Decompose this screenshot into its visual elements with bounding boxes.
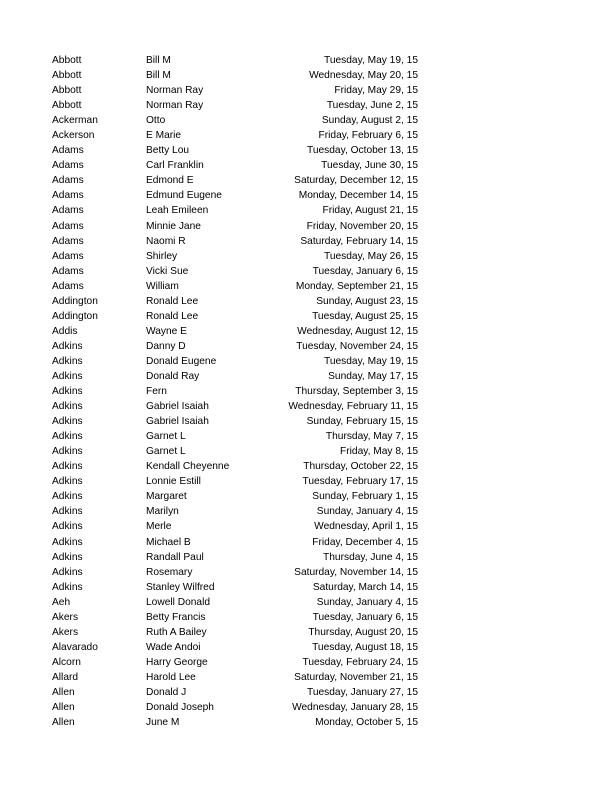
cell-first-name: Garnet L [146, 431, 186, 443]
cell-last-name: Adkins [52, 566, 83, 578]
table-row [52, 535, 418, 550]
cell-date: Friday, February 6, 15 [318, 130, 418, 142]
cell-first-name: Garnet L [146, 446, 186, 458]
cell-first-name: Bill M [146, 70, 171, 82]
cell-first-name: Norman Ray [146, 100, 204, 112]
cell-last-name: Ackerson [52, 130, 95, 142]
table-row [52, 279, 418, 294]
cell-date: Tuesday, May 19, 15 [324, 55, 418, 66]
cell-first-name: Carl Franklin [146, 160, 204, 172]
table-row [52, 324, 418, 339]
cell-date: Tuesday, January 6, 15 [312, 265, 418, 277]
cell-first-name: Marilyn [146, 506, 179, 518]
cell-last-name: Adkins [52, 370, 83, 382]
cell-first-name: Randall Paul [146, 551, 204, 563]
cell-date: Friday, May 8, 15 [340, 446, 418, 458]
table-row [52, 98, 418, 113]
table-row [52, 309, 418, 324]
table-row [52, 53, 418, 68]
cell-date: Wednesday, January 28, 15 [292, 702, 418, 714]
cell-first-name: Harry George [146, 656, 208, 668]
cell-date: Tuesday, August 18, 15 [312, 641, 418, 653]
cell-date: Wednesday, August 12, 15 [297, 325, 418, 337]
records-table [52, 53, 418, 730]
cell-date: Tuesday, May 19, 15 [324, 355, 418, 367]
cell-date: Thursday, May 7, 15 [325, 431, 418, 443]
cell-first-name: Fern [146, 386, 167, 398]
table-row [52, 68, 418, 83]
cell-first-name: Ronald Lee [146, 310, 199, 322]
cell-date: Sunday, February 15, 15 [306, 416, 418, 428]
cell-last-name: Alavarado [52, 641, 98, 653]
cell-last-name: Addington [52, 310, 98, 322]
cell-first-name: Otto [146, 115, 166, 127]
table-row [52, 474, 418, 489]
cell-date: Tuesday, February 17, 15 [302, 476, 418, 488]
cell-last-name: Adams [52, 250, 84, 262]
cell-first-name: Norman Ray [146, 85, 204, 97]
table-row [52, 113, 418, 128]
cell-date: Friday, May 29, 15 [334, 85, 418, 97]
cell-last-name: Adkins [52, 536, 83, 548]
cell-last-name: Aeh [52, 596, 71, 608]
table-row [52, 580, 418, 595]
table-row [52, 339, 418, 354]
table-row [52, 294, 418, 309]
cell-last-name: Adkins [52, 476, 83, 488]
cell-date: Monday, September 21, 15 [295, 280, 418, 292]
cell-date: Monday, October 5, 15 [315, 717, 418, 729]
cell-last-name: Adkins [52, 521, 83, 533]
table-row [52, 83, 418, 98]
cell-last-name: Adams [52, 220, 84, 232]
cell-first-name: Ronald Lee [146, 295, 199, 307]
table-row [52, 519, 418, 534]
cell-first-name: Margaret [146, 491, 187, 503]
table-row [52, 504, 418, 519]
cell-first-name: Donald Ray [146, 370, 200, 382]
table-row [52, 625, 418, 640]
table-row [52, 429, 418, 444]
cell-last-name: Adams [52, 235, 84, 247]
cell-last-name: Allard [52, 671, 79, 683]
cell-date: Saturday, March 14, 15 [312, 581, 418, 593]
table-row [52, 655, 418, 670]
table-row [52, 354, 418, 369]
cell-date: Wednesday, April 1, 15 [314, 521, 418, 533]
cell-first-name: June M [146, 717, 180, 729]
table-row [52, 128, 418, 143]
cell-date: Tuesday, January 27, 15 [307, 686, 418, 698]
cell-last-name: Abbott [52, 85, 82, 97]
table-row [52, 188, 418, 203]
cell-first-name: Shirley [146, 250, 178, 262]
table-row [52, 173, 418, 188]
cell-date: Tuesday, February 24, 15 [302, 656, 418, 668]
cell-last-name: Adkins [52, 401, 83, 413]
cell-last-name: Abbott [52, 100, 82, 112]
cell-last-name: Akers [52, 611, 79, 623]
cell-date: Tuesday, October 13, 15 [307, 145, 418, 157]
cell-first-name: Betty Lou [146, 145, 190, 157]
table-row [52, 610, 418, 625]
cell-date: Sunday, January 4, 15 [316, 506, 418, 518]
cell-date: Wednesday, February 11, 15 [288, 401, 418, 413]
cell-first-name: Wade Andoi [146, 641, 201, 653]
cell-date: Sunday, May 17, 15 [328, 370, 418, 382]
cell-first-name: Stanley Wilfred [146, 581, 215, 593]
cell-first-name: Gabriel Isaiah [146, 416, 209, 428]
cell-date: Thursday, June 4, 15 [323, 551, 418, 563]
cell-first-name: Minnie Jane [146, 220, 201, 232]
cell-last-name: Allen [52, 702, 75, 714]
cell-last-name: Adams [52, 190, 84, 202]
cell-date: Wednesday, May 20, 15 [309, 70, 418, 82]
cell-date: Thursday, October 22, 15 [303, 461, 418, 473]
cell-date: Tuesday, November 24, 15 [296, 340, 418, 352]
cell-last-name: Adkins [52, 386, 83, 398]
cell-last-name: Addington [52, 295, 98, 307]
cell-last-name: Adkins [52, 416, 83, 428]
cell-date: Saturday, February 14, 15 [300, 235, 418, 247]
cell-last-name: Alcorn [52, 656, 81, 668]
cell-last-name: Allen [52, 686, 75, 698]
cell-date: Sunday, August 23, 15 [316, 295, 418, 307]
cell-first-name: Michael B [146, 536, 191, 548]
table-row [52, 219, 418, 234]
cell-last-name: Adkins [52, 551, 83, 563]
cell-first-name: Betty Francis [146, 611, 206, 623]
table-row [52, 565, 418, 580]
table-row [52, 384, 418, 399]
cell-last-name: Adkins [52, 355, 83, 367]
cell-date: Saturday, November 14, 15 [294, 566, 418, 578]
cell-date: Friday, August 21, 15 [322, 205, 418, 217]
cell-first-name: Lowell Donald [146, 596, 210, 608]
cell-first-name: Gabriel Isaiah [146, 401, 209, 413]
table-row [52, 685, 418, 700]
table-row [52, 640, 418, 655]
cell-last-name: Abbott [52, 70, 82, 82]
cell-last-name: Adkins [52, 340, 83, 352]
cell-date: Tuesday, May 26, 15 [324, 250, 418, 262]
cell-last-name: Akers [52, 626, 79, 638]
table-row [52, 670, 418, 685]
cell-last-name: Adams [52, 280, 84, 292]
cell-last-name: Adkins [52, 506, 83, 518]
cell-first-name: Leah Emileen [146, 205, 209, 217]
cell-date: Tuesday, August 25, 15 [312, 310, 418, 322]
cell-date: Tuesday, January 6, 15 [312, 611, 418, 623]
cell-first-name: Vicki Sue [146, 265, 189, 277]
cell-date: Thursday, August 20, 15 [308, 626, 418, 638]
table-row [52, 369, 418, 384]
records-table-body [52, 53, 418, 730]
cell-first-name: Naomi R [146, 235, 186, 247]
cell-first-name: Danny D [146, 340, 186, 352]
cell-date: Sunday, January 4, 15 [316, 596, 418, 608]
cell-last-name: Adkins [52, 461, 83, 473]
table-row [52, 143, 418, 158]
table-row [52, 414, 418, 429]
cell-date: Thursday, September 3, 15 [295, 386, 418, 398]
cell-first-name: Kendall Cheyenne [146, 461, 230, 473]
cell-date: Tuesday, June 2, 15 [326, 100, 418, 112]
cell-last-name: Addis [52, 325, 78, 337]
table-row [52, 489, 418, 504]
cell-first-name: Donald Joseph [146, 702, 214, 714]
cell-last-name: Adams [52, 160, 84, 172]
table-row [52, 459, 418, 474]
table-row [52, 444, 418, 459]
cell-last-name: Adkins [52, 491, 83, 503]
cell-last-name: Allen [52, 717, 75, 729]
cell-last-name: Adkins [52, 581, 83, 593]
cell-first-name: William [146, 280, 179, 292]
cell-first-name: Harold Lee [146, 671, 196, 683]
table-row [52, 234, 418, 249]
cell-first-name: Lonnie Estill [146, 476, 201, 488]
cell-first-name: Merle [146, 521, 172, 533]
cell-last-name: Adkins [52, 446, 83, 458]
cell-date: Sunday, August 2, 15 [321, 115, 418, 127]
table-row [52, 399, 418, 414]
cell-first-name: Ruth A Bailey [146, 626, 207, 638]
table-row [52, 203, 418, 218]
cell-last-name: Adams [52, 265, 84, 277]
cell-first-name: Rosemary [146, 566, 193, 578]
table-row [52, 715, 418, 730]
cell-date: Sunday, February 1, 15 [312, 491, 418, 503]
table-row [52, 264, 418, 279]
cell-first-name: Wayne E [146, 325, 187, 337]
cell-last-name: Adams [52, 145, 84, 157]
cell-first-name: Bill M [146, 55, 171, 66]
cell-date: Friday, December 4, 15 [312, 536, 418, 548]
cell-first-name: E Marie [146, 130, 182, 142]
table-row [52, 158, 418, 173]
cell-last-name: Abbott [52, 55, 82, 66]
cell-first-name: Edmond E [146, 175, 194, 187]
table-row [52, 700, 418, 715]
cell-last-name: Adams [52, 205, 84, 217]
cell-first-name: Edmund Eugene [146, 190, 222, 202]
table-row [52, 595, 418, 610]
cell-last-name: Adams [52, 175, 84, 187]
cell-date: Saturday, December 12, 15 [294, 175, 418, 187]
cell-last-name: Adkins [52, 431, 83, 443]
table-row [52, 249, 418, 264]
cell-first-name: Donald J [146, 686, 187, 698]
cell-date: Monday, December 14, 15 [298, 190, 418, 202]
cell-last-name: Ackerman [52, 115, 98, 127]
table-row [52, 550, 418, 565]
cell-first-name: Donald Eugene [146, 355, 217, 367]
cell-date: Tuesday, June 30, 15 [321, 160, 418, 172]
cell-date: Saturday, November 21, 15 [294, 671, 418, 683]
cell-date: Friday, November 20, 15 [306, 220, 418, 232]
